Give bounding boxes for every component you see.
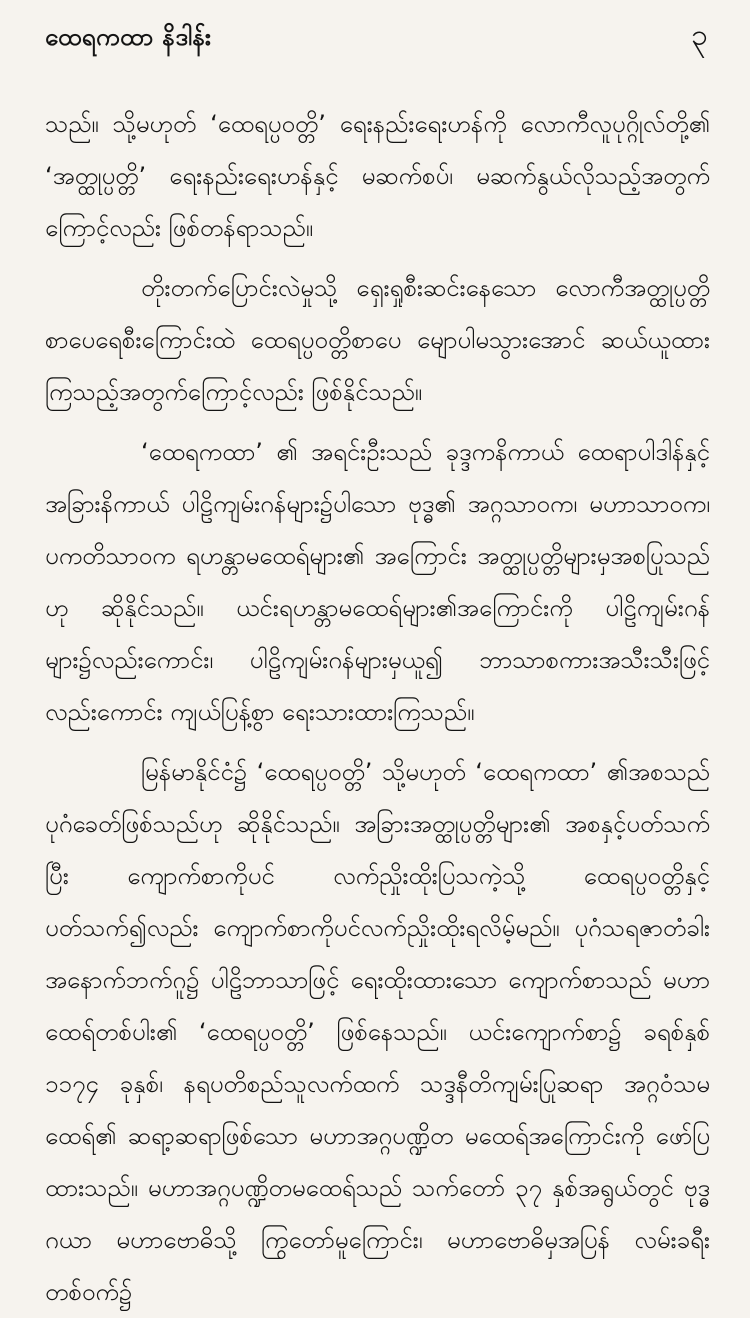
page-body <box>45 98 710 1318</box>
paragraph: တိုးတက်ပြောင်းလဲမှုသို့ ရှေးရှုစီးဆင်းနေသော လောကီအတ္ထုပ္ပတ္တိစာပေရေစီးကြောင်းထဲ ထေရပ္ပဝတ္တိစာပေ မျောပါမသွားအောင် ဆယ်ယူထားကြသည့်အတွက်ကြောင့်လည်း ဖြစ်နိုင်သည်။ <box>45 274 710 406</box>
chapter-title: ထေရကထာ နိဒါန်း <box>45 23 212 51</box>
running-header <box>45 14 710 58</box>
page-number: ၃ <box>691 18 708 53</box>
paragraph: သည်။ သို့မဟုတ် ‘ထေရပ္ပဝတ္တိ’ ရေးနည်းရေးဟန်ကို လောကီလူပုဂ္ဂိုလ်တို့၏ ‘အတ္ထုပ္ပတ္တိ’ ရေးနည်းရေးဟန်နှင့် မဆက်စပ်၊ မဆက်နွယ်လိုသည့်အတွက်ကြောင့်လည်း ဖြစ်တန်ရာသည်။ <box>45 110 710 242</box>
paragraph: မြန်မာနိုင်ငံ၌ ‘ထေရပ္ပဝတ္တိ’ သို့မဟုတ် ‘ထေရကထာ’ ၏အစသည် ပုဂံခေတ်ဖြစ်သည်ဟု ဆိုနိုင်သည်။ အခြားအတ္ထုပ္ပတ္တိများ၏ အစနှင့်ပတ်သက်ပြီး ကျောက်စာကိုပင် လက်ညှိုးထိုးပြသကဲ့သို့ ထေရပ္ပဝတ္တိနှင့်ပတ်သက်၍လည်း ကျောက်စာကိုပင်လက်ညှိုးထိုးရလိမ့်မည်။ ပုဂံသရဇာတံခါး အနောက်ဘက်ဂူ၌ ပါဠိဘာသာဖြင့် ရေးထိုးထားသော ကျောက်စာသည် မဟာထေရ်တစ်ပါး၏ ‘ထေရပ္ပဝတ္တိ’ ဖြစ်နေသည်။ ယင်းကျောက်စာ၌ ခရစ်နှစ် ၁၁၇၄ ခုနှစ်၊ နရပတိစည်သူလက်ထက် သဒ္ဒနီတိကျမ်းပြုဆရာ အဂ္ဂဝံသမထေရ်၏ ဆရာ့ဆရာဖြစ်သော မဟာအဂ္ဂပဏ္ဍိတ မထေရ်အကြောင်းကို ဖော်ပြထားသည်။ မဟာအဂ္ဂပဏ္ဍိတမထေရ်သည် သက်တော် ၃၇ နှစ်အရွယ်တွင် ဗုဒ္ဓဂယာ မဟာဗောဓိသို့ ကြွတော်မူကြောင်း၊ မဟာဗောဓိမှအပြန် လမ်းခရီးတစ်ဝက်၌ <box>45 758 710 1306</box>
paragraph: ‘ထေရကထာ’ ၏ အရင်းဦးသည် ခုဒ္ဒကနိကာယ် ထေရာပါဒါန်နှင့် အခြားနိကာယ် ပါဠိကျမ်းဂန်များ၌ပါသော ဗုဒ္ဓ၏ အဂ္ဂသာဝက၊ မဟာသာဝက၊ ပကတိသာဝက ရဟန္တာမထေရ်များ၏ အကြောင်း အတ္ထုပ္ပတ္တိများမှအစပြုသည်ဟု ဆိုနိုင်သည်။ ယင်းရဟန္တာမထေရ်များ၏အကြောင်းကို ပါဠိကျမ်းဂန်များ၌လည်းကောင်း၊ ပါဠိကျမ်းဂန်များမှယူ၍ ဘာသာစကားအသီးသီးဖြင့်လည်းကောင်း ကျယ်ပြန့်စွာ ရေးသားထားကြသည်။ <box>45 438 710 726</box>
